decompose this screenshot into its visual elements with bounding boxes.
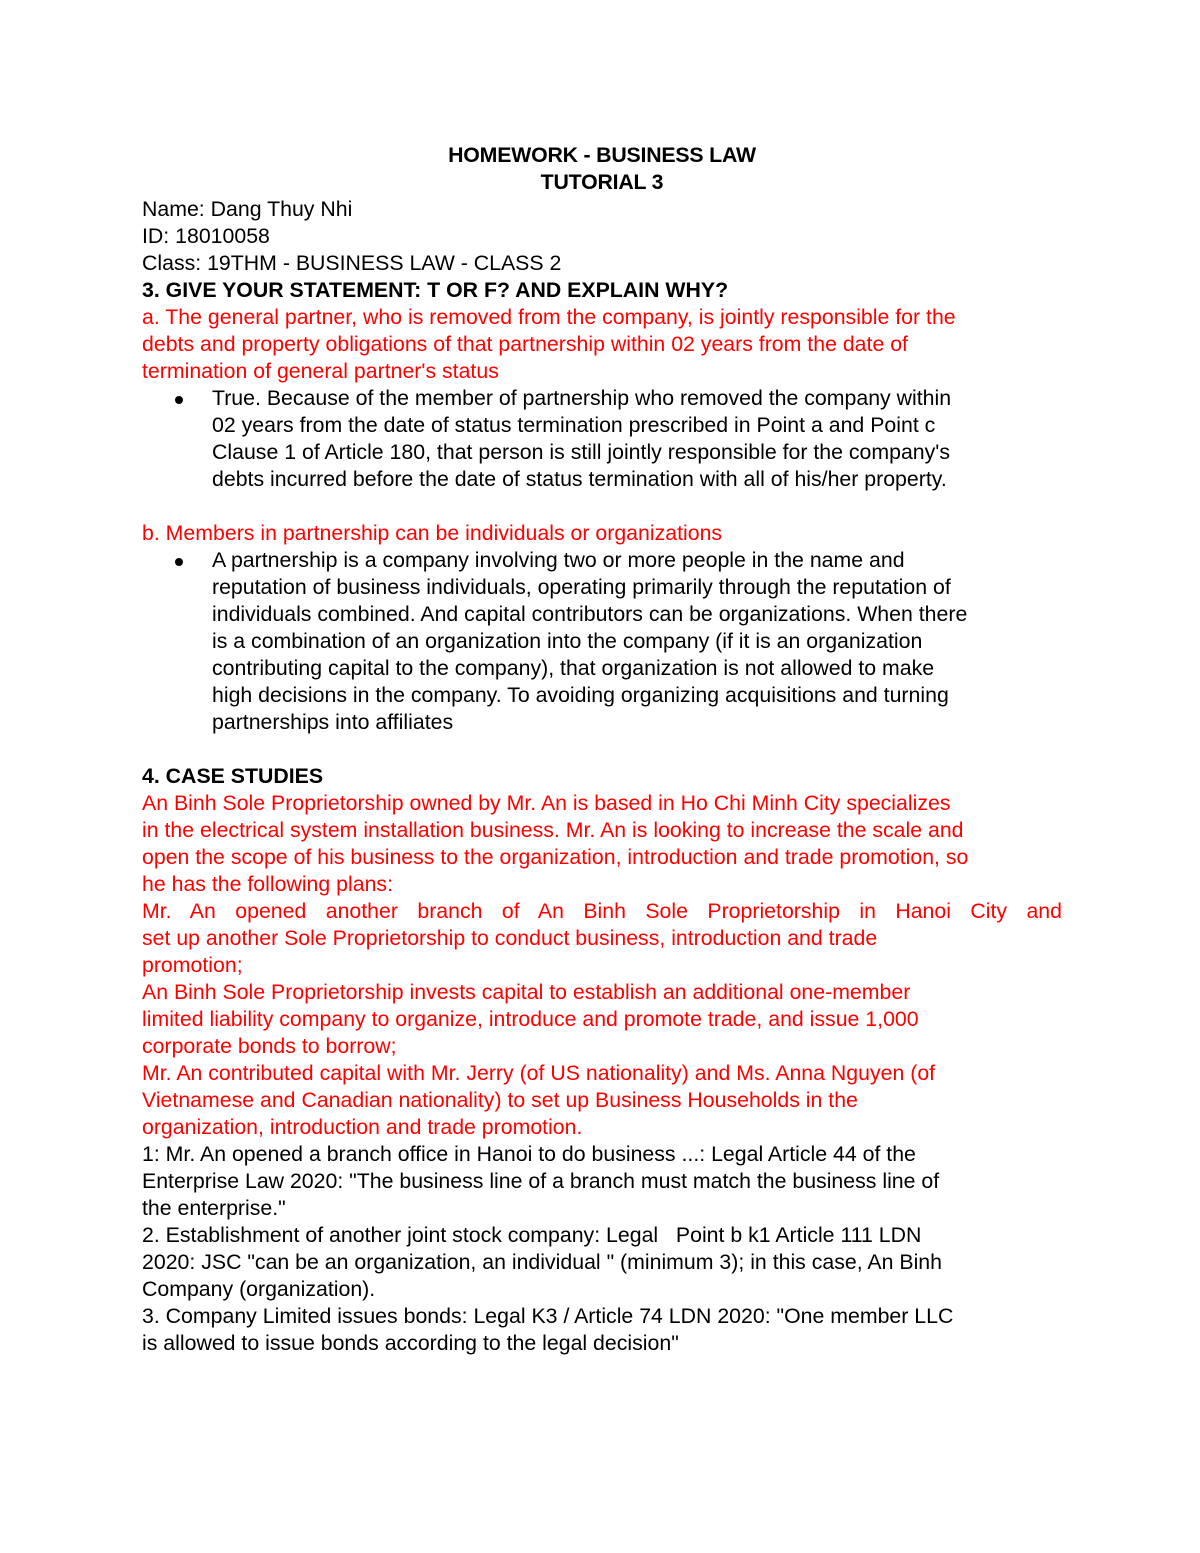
case-intro [142, 790, 1062, 898]
question-a [142, 304, 1062, 385]
case-intro-line: he has the following plans: [142, 872, 393, 896]
answer-a-line: debts incurred before the date of status termination with all of his/her property. [212, 467, 947, 491]
question-a-line: debts and property obligations of that partnership within 02 years from the date of [142, 332, 908, 356]
case-answer-line: 1: Mr. An opened a branch office in Hanoi to do business ...: Legal Article 44 of the [142, 1142, 916, 1166]
case-intro-line: An Binh Sole Proprietorship owned by Mr. An is based in Ho Chi Minh City specializes [142, 791, 951, 815]
answer-a-line: True. Because of the member of partnership who removed the company within [212, 386, 952, 410]
answer-a-line: Clause 1 of Article 180, that person is still jointly responsible for the company's [212, 440, 950, 464]
bullet-dot-icon [175, 558, 183, 566]
case-plan-2 [142, 979, 1062, 1060]
case-answer-line: 2. Establishment of another joint stock company: Legal Point b k1 Article 111 LDN [142, 1223, 922, 1247]
document-title: HOMEWORK - BUSINESS LAW [448, 143, 756, 167]
answer-b-line: individuals combined. And capital contributors can be organizations. When there [212, 602, 968, 626]
answer-b-line: partnerships into affiliates [212, 710, 454, 734]
answer-b-line: is a combination of an organization into the company (if it is an organization [212, 629, 923, 653]
answer-a-line: 02 years from the date of status termination prescribed in Point a and Point c [212, 413, 936, 437]
student-name: Name: Dang Thuy Nhi [142, 197, 353, 221]
question-b [142, 520, 1062, 547]
section-4-heading: 4. CASE STUDIES [142, 764, 324, 788]
case-plan-3-line: Vietnamese and Canadian nationality) to set up Business Households in the [142, 1088, 858, 1112]
question-a-line: termination of general partner's status [142, 359, 499, 383]
case-plan-1-line: set up another Sole Proprietorship to conduct business, introduction and trade [142, 926, 878, 950]
answer-b-line: A partnership is a company involving two or more people in the name and [212, 548, 905, 572]
document-subtitle: TUTORIAL 3 [540, 170, 664, 194]
spacer [142, 493, 1062, 520]
student-class: Class: 19THM - BUSINESS LAW - CLASS 2 [142, 251, 562, 275]
question-a-line: a. The general partner, who is removed from the company, is jointly responsible for the [142, 305, 956, 329]
case-answer-line: 2020: JSC "can be an organization, an individual " (minimum 3); in this case, An Binh [142, 1250, 942, 1274]
answer-b-line: reputation of business individuals, operating primarily through the reputation of [212, 575, 951, 599]
case-answer-line: the enterprise." [142, 1196, 286, 1220]
case-plan-1-line: Mr. An opened another branch of An Binh Sole Proprietorship in Hanoi City and [142, 899, 1062, 923]
case-intro-line: open the scope of his business to the organization, introduction and trade promotion, so [142, 845, 969, 869]
answer-a-bullet [142, 385, 1062, 493]
case-answer-line: 3. Company Limited issues bonds: Legal K3 / Article 74 LDN 2020: "One member LLC [142, 1304, 954, 1328]
case-answer-line: is allowed to issue bonds according to the legal decision" [142, 1331, 679, 1355]
document-page [142, 142, 1062, 1357]
student-id: ID: 18010058 [142, 224, 270, 248]
case-plan-3 [142, 1060, 1062, 1141]
case-answers [142, 1141, 1062, 1357]
case-plan-2-line: corporate bonds to borrow; [142, 1034, 397, 1058]
case-plan-1-line: promotion; [142, 953, 243, 977]
case-intro-line: in the electrical system installation business. Mr. An is looking to increase the scale and [142, 818, 964, 842]
case-plan-2-line: limited liability company to organize, introduce and promote trade, and issue 1,000 [142, 1007, 919, 1031]
case-answer-line: Company (organization). [142, 1277, 376, 1301]
case-plan-2-line: An Binh Sole Proprietorship invests capital to establish an additional one-member [142, 980, 911, 1004]
answer-b-line: contributing capital to the company), that organization is not allowed to make [212, 656, 935, 680]
case-plan-3-line: Mr. An contributed capital with Mr. Jerry (of US nationality) and Ms. Anna Nguyen (of [142, 1061, 936, 1085]
case-plan-1 [142, 898, 1062, 979]
spacer [142, 736, 1062, 763]
answer-b-bullet [142, 547, 1062, 736]
bullet-dot-icon [175, 396, 183, 404]
case-answer-line: Enterprise Law 2020: "The business line of a branch must match the business line of [142, 1169, 940, 1193]
answer-b-line: high decisions in the company. To avoiding organizing acquisitions and turning [212, 683, 949, 707]
question-b-line: b. Members in partnership can be individuals or organizations [142, 521, 723, 545]
case-plan-3-line: organization, introduction and trade promotion. [142, 1115, 583, 1139]
section-3-heading: 3. GIVE YOUR STATEMENT: T OR F? AND EXPLAIN WHY? [142, 278, 729, 302]
